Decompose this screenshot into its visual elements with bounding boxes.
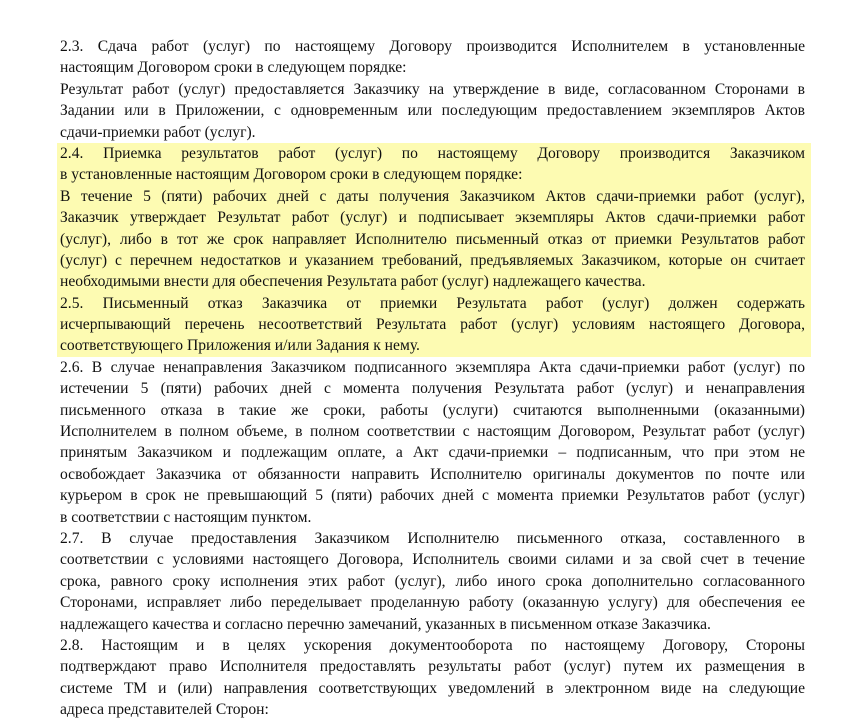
- clause-line: подтверждают право Исполнителя предоставлять результаты работ (услуг) путем их размещения в: [60, 658, 805, 676]
- clause-line: 2.4. Приемка результатов работ (услуг) по настоящему Договору производится Заказчиком: [60, 144, 805, 162]
- clause-line: в установленные настоящим Договором сроки в следующем порядке:: [60, 166, 523, 184]
- clause-line: 2.5. Письменный отказ Заказчика от приемки Результата работ (услуг) должен содержать: [60, 294, 805, 312]
- clause-2-4-highlighted: [57, 143, 811, 293]
- clause-line: Заказчик утверждает Результат работ (услуг) и подписывает экземпляры Актов сдачи-приемки работ: [60, 209, 805, 227]
- clause-line: 2.7. В случае предоставления Заказчиком Исполнителю письменного отказа, составленного в: [60, 529, 805, 547]
- clause-line: сдачи-приемки работ (услуг).: [60, 123, 256, 141]
- clause-line: курьером в срок не превышающий 5 (пяти) рабочих дней с момента приемки Результатов работ (услуг): [60, 487, 805, 505]
- clause-line: В течение 5 (пяти) рабочих дней с даты получения Заказчиком Актов сдачи-приемки работ (услуг),: [60, 187, 805, 205]
- clause-line: (услуг), либо в тот же срок направляет Исполнителю письменный отказ от приемки Результатов работ: [60, 230, 805, 248]
- clause-line: соответствующего Приложения и/или Задания к нему.: [60, 337, 420, 355]
- clause-2-7: [60, 528, 805, 635]
- clause-line: (услуг) с перечнем недостатков и указанием требований, предъявляемых Заказчиком, которые он считает: [60, 251, 805, 269]
- clause-line: настоящим Договором сроки в следующем порядке:: [60, 59, 407, 77]
- clause-line: 2.6. В случае ненаправления Заказчиком подписанного экземпляра Акта сдачи-приемки работ (услуг) по: [60, 358, 805, 376]
- clause-line: освобождает Заказчика от обязанности направить Исполнителю оригиналы документов по почте или: [60, 465, 805, 483]
- clause-line: адреса представителей Сторон:: [60, 701, 269, 719]
- clause-line: необходимыми внести для обеспечения Результата работ (услуг) надлежащего качества.: [60, 273, 646, 291]
- clause-line: исчерпывающий перечень несоответствий Результата работ (услуг) условиям настоящего Договора,: [60, 316, 805, 334]
- clause-line: надлежащего качества и согласно перечню замечаний, указанных в письменном отказе Заказчика.: [60, 615, 711, 633]
- clause-line: Исполнителем в полном объеме, в полном соответствии с настоящим Договором, Результат работ (услуг): [60, 423, 805, 441]
- clause-2-3: [60, 36, 805, 143]
- clause-line: 2.3. Сдача работ (услуг) по настоящему Договору производится Исполнителем в установленные: [60, 38, 805, 55]
- clause-line: письменного отказа в такие же сроки, работы (услуги) считаются выполненными (оказанными): [60, 401, 805, 419]
- clause-2-6: [60, 357, 805, 528]
- clause-2-5-highlighted: [57, 293, 811, 357]
- clause-2-8: [60, 635, 805, 721]
- clause-line: Задании или в Приложении, с одновременным или последующим предоставлением экземпляров Актов: [60, 102, 805, 120]
- clause-line: соответствии с условиями настоящего Договора, Исполнитель своими силами и за свой счет в течение: [60, 551, 805, 569]
- clause-line: истечении 5 (пяти) рабочих дней с момента получения Результата работ (услуг) и ненаправления: [60, 380, 805, 398]
- clause-line: Результат работ (услуг) предоставляется Заказчику на утверждение в виде, согласованном Сторонами в: [60, 80, 805, 98]
- clause-line: срока, равного сроку исполнения этих работ (услуг), либо иного срока дополнительно согласованного: [60, 572, 805, 590]
- clause-line: системе ТМ и (или) направления соответствующих уведомлений в электронном виде на следующие: [60, 679, 805, 697]
- clause-line: 2.8. Настоящим и в целях ускорения документооборота по настоящему Договору, Стороны: [60, 636, 805, 654]
- clause-line: Сторонами, исправляет либо переделывает проделанную работу (оказанную услугу) для обеспечения ее: [60, 594, 805, 612]
- clause-line: в соответствии с настоящим пунктом.: [60, 508, 312, 526]
- contract-text: [60, 36, 805, 721]
- clause-line: принятым Заказчиком и подлежащим оплате, а Акт сдачи-приемки – подписанным, что при этом не: [60, 444, 805, 462]
